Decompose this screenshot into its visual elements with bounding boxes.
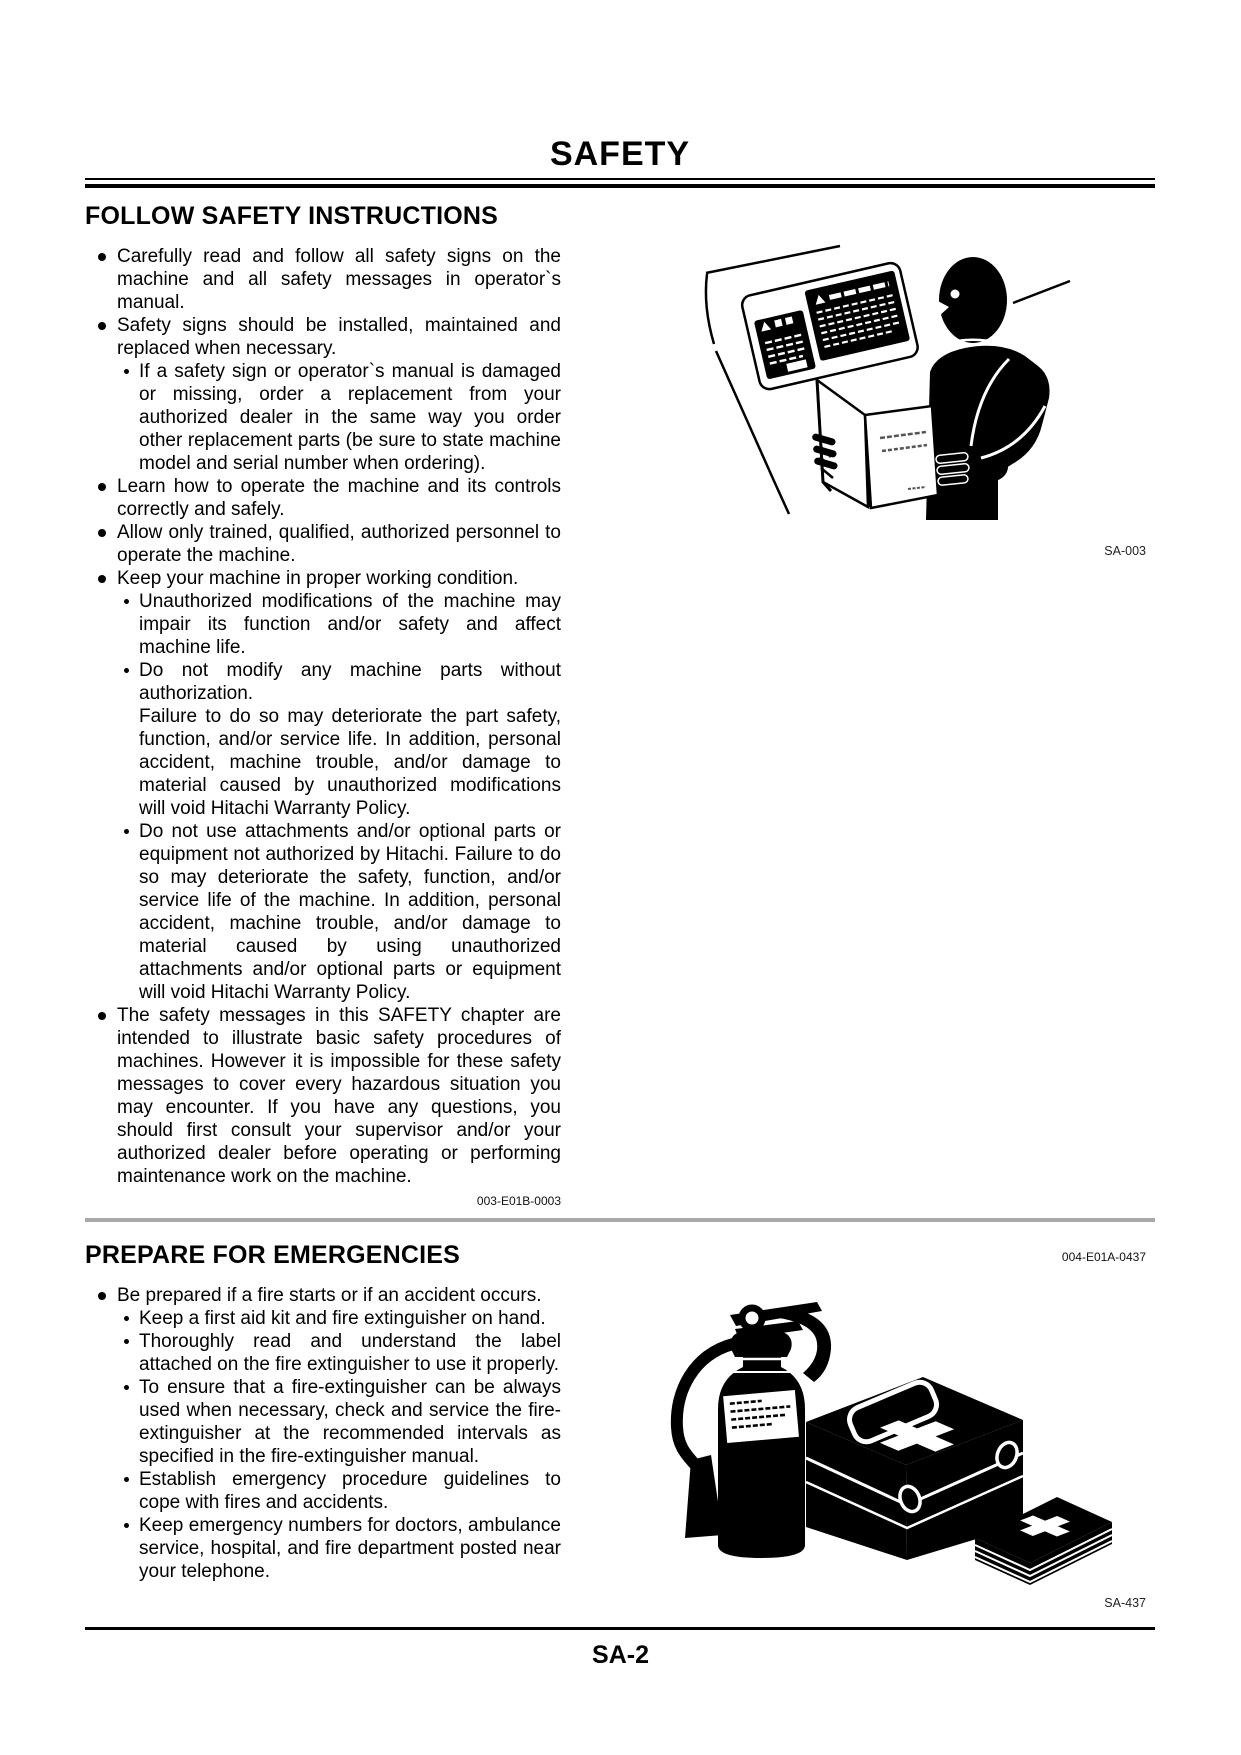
sub-bullet-marker (124, 1523, 129, 1528)
bullet-marker (98, 1292, 106, 1300)
bullet-text: Keep your machine in proper working condition. (117, 567, 519, 589)
bullet-marker (98, 253, 106, 261)
bullet-item (85, 475, 561, 521)
bullet-list (85, 245, 561, 1188)
section-divider (85, 1218, 1155, 1222)
bullet-text: Safety signs should be installed, maintained and replaced when necessary. (117, 314, 561, 359)
operator-reading-manual-illustration (640, 210, 1160, 520)
sub-bullet-list (85, 1307, 561, 1583)
sub-bullet-text: Do not use attachments and/or optional parts or equipment not authorized by Hitachi. Failure to do so may deteriorate the safety, function, and/or service life of the machine. In addition, personal accident, machine trouble, and/or damage to material caused by using unauthorized attachments and/or optional parts or equipment will void Hitachi Warranty Policy. (139, 820, 561, 1003)
sub-bullet-item (85, 1514, 561, 1583)
section-follow-safety-instructions (85, 204, 561, 1188)
sub-bullet-item (85, 1376, 561, 1468)
figure-caption: SA-003 (1104, 544, 1146, 558)
bullet-marker (98, 529, 106, 537)
footer-rule (85, 1627, 1155, 1630)
bullet-list (85, 1284, 561, 1583)
bullet-item (85, 567, 561, 1004)
sub-bullet-text: Unauthorized modifications of the machine may impair its function and/or safety and affect machine life. (139, 590, 561, 658)
sub-bullet-text: Keep emergency numbers for doctors, ambulance service, hospital, and fire department posted near your telephone. (139, 1514, 561, 1582)
figure-caption: SA-437 (1104, 1596, 1146, 1610)
emergency-equipment-illustration (635, 1297, 1145, 1617)
bullet-marker (98, 322, 106, 330)
section-code: 004-E01A-0437 (1061, 1250, 1146, 1264)
bullet-text: Allow only trained, qualified, authorized personnel to operate the machine. (117, 521, 561, 566)
sub-bullet-marker (124, 1477, 129, 1482)
section-prepare-for-emergencies (85, 1243, 561, 1583)
header-rule-thin (85, 178, 1155, 180)
sub-bullet-marker (124, 668, 129, 673)
bullet-text: Be prepared if a fire starts or if an accident occurs. (117, 1284, 542, 1306)
sub-bullet-item (85, 360, 561, 475)
sub-bullet-marker (124, 1316, 129, 1321)
bullet-marker (98, 1012, 106, 1020)
bullet-item (85, 245, 561, 314)
sub-bullet-marker (124, 1339, 129, 1344)
sub-bullet-marker (124, 1385, 129, 1390)
bullet-marker (98, 483, 106, 491)
sub-bullet-item (85, 820, 561, 1004)
sub-bullet-text: Keep a first aid kit and fire extinguisher on hand. (139, 1307, 546, 1329)
sub-bullet-list (85, 590, 561, 1004)
bullet-text: The safety messages in this SAFETY chapter are intended to illustrate basic safety procedures of machines. However it is impossible for these safety messages to cover every hazardous situation you may encounter. If you have any questions, you should first consult your supervisor and/or your authorized dealer before operating or performing maintenance work on the machine. (117, 1004, 561, 1187)
sub-bullet-marker (124, 369, 129, 374)
bullet-text: Learn how to operate the machine and its controls correctly and safely. (117, 475, 561, 520)
header-rule-thick (85, 184, 1155, 188)
sub-bullet-marker (124, 829, 129, 834)
sub-bullet-item (85, 659, 561, 820)
sub-bullet-marker (124, 599, 129, 604)
sub-bullet-item (85, 1307, 561, 1330)
bullet-item (85, 1284, 561, 1583)
section-code: 003-E01B-0003 (476, 1194, 561, 1208)
sub-bullet-item (85, 1330, 561, 1376)
sub-bullet-list (85, 360, 561, 475)
sub-bullet-item (85, 590, 561, 659)
bullet-marker (98, 575, 106, 583)
sub-bullet-text: Thoroughly read and understand the label attached on the fire extinguisher to use it properly. (139, 1330, 561, 1375)
sub-bullet-text: To ensure that a fire-extinguisher can be always used when necessary, check and service the fire-extinguisher at the recommended intervals as specified in the fire-extinguisher manual. (139, 1376, 561, 1467)
safety-label-icon (740, 261, 919, 391)
bullet-item (85, 1004, 561, 1188)
section-heading: PREPARE FOR EMERGENCIES (85, 1241, 461, 1269)
sub-bullet-text: If a safety sign or operator`s manual is damaged or missing, order a replacement from your authorized dealer in the same way you order other replacement parts (be sure to state machine model and serial number when ordering). (139, 360, 561, 474)
page-title: SAFETY (549, 135, 691, 173)
sub-bullet-text: Do not modify any machine parts without authorization. (139, 659, 561, 704)
section-heading: FOLLOW SAFETY INSTRUCTIONS (85, 202, 499, 230)
footer-page-number: SA-2 (592, 1641, 649, 1669)
sub-bullet-text: Establish emergency procedure guidelines to cope with fires and accidents. (139, 1468, 561, 1513)
bullet-text: Carefully read and follow all safety signs on the machine and all safety messages in operator`s manual. (117, 245, 561, 313)
bullet-item (85, 521, 561, 567)
sub-bullet-item (85, 1468, 561, 1514)
bullet-item (85, 314, 561, 475)
sub-bullet-continuation: Failure to do so may deteriorate the part safety, function, and/or service life. In addition, personal accident, machine trouble, and/or damage to material caused by unauthorized modifications will void Hitachi Warranty Policy. (139, 705, 561, 819)
